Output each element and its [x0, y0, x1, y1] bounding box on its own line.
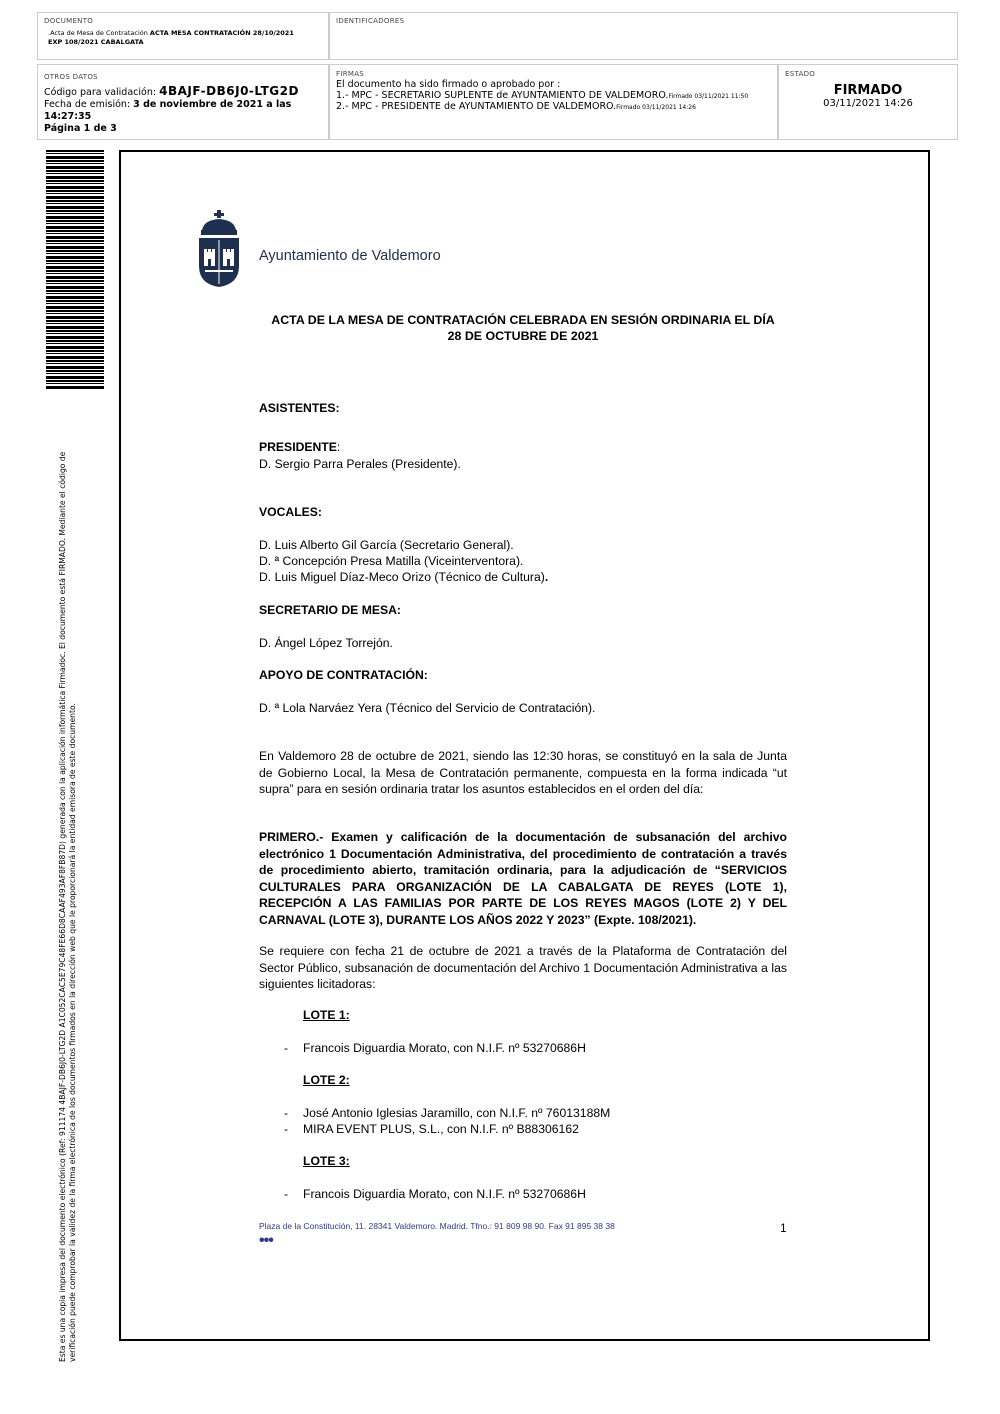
presidente-label: PRESIDENTE — [259, 440, 337, 454]
lote-2-item-1: José Antonio Iglesias Jaramillo, con N.I.F. nº 76013188M — [303, 1106, 611, 1120]
primero-paragraph: PRIMERO.- Examen y calificación de la documentación de subsanación del archivo electrónico 1 Documentación Administrativa, del procedimiento de contratación a través de procedimiento abierto, tramitación ordinaria, para la adjudicación de “SERVICIOS CULTURALES PARA ORGANIZACIÓN DE LA CABALGATA DE REYES (LOTE 1), RECEPCIÓN A LAS FAMILIAS POR PARTE DE LOS REYES MAGOS (LOTE 2) Y DEL CARNAVAL (LOTE 3), DURANTE LOS AÑOS 2022 Y 2023” (Expte. 108/2021). — [259, 830, 787, 927]
estado-box — [778, 64, 958, 140]
estado-value: FIRMADO — [833, 83, 903, 98]
presidente-name: D. Sergio Parra Perales (Presidente). — [259, 457, 461, 471]
apoyo-heading: APOYO DE CONTRATACIÓN: — [259, 668, 428, 682]
requiere-paragraph: Se requiere con fecha 21 de octubre de 2021 a través de la Plataforma de Contratación del Sector Público, subsanación de documentación del Archivo 1 Documentación Administrativa a las siguientes licitadoras: — [259, 944, 787, 991]
lote-1-heading: LOTE 1: — [303, 1008, 350, 1022]
vocal-1: D. Luis Alberto Gil García (Secretario General). — [259, 538, 514, 552]
lote-3-bullet: - — [284, 1187, 289, 1201]
title-line2: 28 DE OCTUBRE DE 2021 — [447, 329, 599, 343]
documento-prefix: .Acta de Mesa de Contratación — [48, 29, 148, 37]
lote-2-item-2: MIRA EVENT PLUS, S.L., con N.I.F. nº B88306162 — [303, 1122, 579, 1136]
lote-1-item: Francois Diguardia Morato, con N.I.F. nº 53270686H — [303, 1041, 586, 1055]
intro-paragraph: En Valdemoro 28 de octubre de 2021, siendo las 12:30 horas, se constituyó en la sala de Junta de Gobierno Local, la Mesa de Contratación permanente, compuesta en la forma indicada “ut supra” para en sesión ordinaria tratar los asuntos establecidos en el orden del día: — [259, 749, 787, 796]
presidente-section — [259, 439, 787, 456]
documento-title: ACTA MESA CONTRATACIÓN 28/10/2021 — [149, 29, 294, 37]
documento-label: DOCUMENTO — [44, 17, 94, 25]
otros-datos-box — [37, 64, 329, 140]
footer-address: Plaza de la Constitución, 11. 28341 Valdemoro. Madrid. Tfno.: 91 809 98 90. Fax 91 895 38 38 — [259, 1221, 615, 1231]
asistentes-heading: ASISTENTES: — [259, 401, 340, 415]
vocal-3 — [259, 569, 787, 586]
footer-dots: ••• — [259, 1232, 273, 1249]
vocal-3-text: D. Luis Miguel Díaz-Meco Orizo (Técnico de Cultura) — [259, 570, 545, 584]
identificadores-label: IDENTIFICADORES — [336, 17, 405, 25]
identificadores-box — [329, 12, 958, 60]
side-text-line1: Esta es una copia impresa del documento electrónico (Ref: 911174 4BAJF-DB6J0-LTG2D A1C052CAC5E79C48FE66D8CAAF493AF8FB87D) generada con la aplicación informática Firmadoc. El documento está FIRMADO. Mediante el código de — [58, 451, 67, 1362]
codigo-validacion — [44, 85, 322, 99]
documento-line2: EXP 108/2021 CABALGATA — [48, 38, 144, 46]
lote-2-bullet-2: - — [284, 1122, 289, 1136]
pagina-info: Página 1 de 3 — [44, 123, 117, 134]
lote-3-item: Francois Diguardia Morato, con N.I.F. nº 53270686H — [303, 1187, 586, 1201]
lote-2-bullet-1: - — [284, 1106, 289, 1120]
vocales-heading: VOCALES: — [259, 505, 322, 519]
lote-3-heading: LOTE 3: — [303, 1154, 350, 1168]
firma-1-text: 1.- MPC - SECRETARIO SUPLENTE de AYUNTAMIENTO DE VALDEMORO. — [336, 89, 669, 101]
fecha-label: Fecha de emisión: — [44, 99, 131, 110]
presidente-colon: : — [336, 440, 341, 454]
lote-2-heading: LOTE 2: — [303, 1073, 350, 1087]
side-text-line2: verificación puede comprobar la validez de la firma electrónica de los documentos firmados en la dirección web que le proporcionará la entidad emisora de este documento. — [68, 703, 77, 1362]
otros-datos-label: OTROS DATOS — [44, 73, 98, 81]
page-number: 1 — [780, 1221, 787, 1235]
document-title — [259, 312, 787, 344]
documento-box — [37, 12, 329, 60]
codigo-label: Código para validación: — [44, 87, 157, 98]
firmas-label: FIRMAS — [336, 70, 365, 78]
fecha-value: 3 de noviembre de 2021 a las 14:27:35 — [44, 99, 292, 122]
fecha-emision — [44, 99, 322, 123]
documento-line1 — [48, 29, 322, 38]
estado-date: 03/11/2021 14:26 — [823, 98, 913, 109]
firma-2 — [336, 102, 771, 114]
firma-2-date: Firmado 03/11/2021 14:26 — [616, 104, 696, 111]
title-line1: ACTA DE LA MESA DE CONTRATACIÓN CELEBRADA EN SESIÓN ORDINARIA EL DÍA — [271, 313, 775, 327]
firma-2-text: 2.- MPC - PRESIDENTE de AYUNTAMIENTO DE VALDEMORO. — [336, 101, 617, 112]
codigo-value: 4BAJF-DB6J0-LTG2D — [159, 84, 299, 98]
barcode-image — [46, 150, 104, 390]
lote-1-bullet: - — [284, 1041, 289, 1055]
vocal-2: D. ª Concepción Presa Matilla (Viceinterventora). — [259, 554, 524, 568]
firmas-intro: El documento ha sido firmado o aprobado por : — [336, 79, 561, 90]
secretario-name: D. Ángel López Torrejón. — [259, 636, 393, 650]
apoyo-name: D. ª Lola Narváez Yera (Técnico del Servicio de Contratación). — [259, 701, 596, 715]
valdemoro-crest-icon — [196, 210, 242, 288]
firmas-box — [329, 64, 778, 140]
firma-1-date: Firmado 03/11/2021 11:50 — [668, 92, 749, 100]
logo-text: Ayuntamiento de Valdemoro — [259, 248, 441, 264]
side-verification-text — [58, 422, 78, 1362]
vocal-3-end: . — [544, 570, 549, 584]
secretario-heading: SECRETARIO DE MESA: — [259, 603, 401, 617]
estado-label: ESTADO — [785, 70, 816, 78]
